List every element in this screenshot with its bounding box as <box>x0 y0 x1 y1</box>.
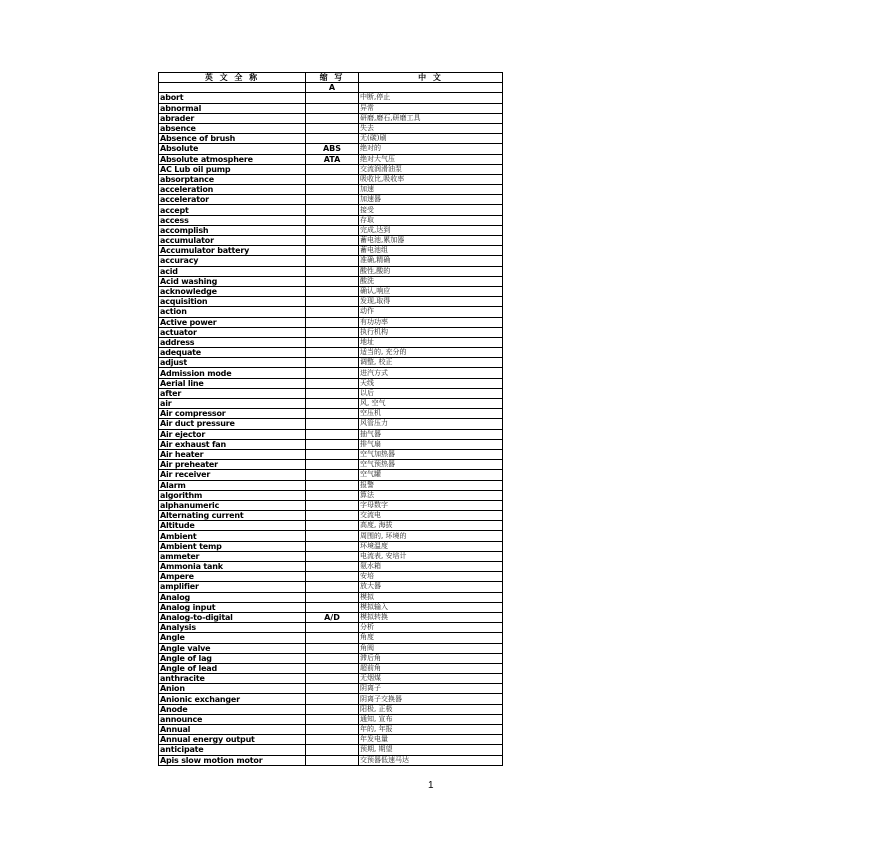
abbreviation <box>306 490 359 500</box>
table-row <box>159 113 503 123</box>
abbreviation <box>306 337 359 347</box>
chinese-term: 绝对大气压 <box>359 154 503 164</box>
table-row <box>159 643 503 653</box>
table-row <box>159 745 503 755</box>
english-term: abrader <box>159 113 306 123</box>
abbreviation <box>306 602 359 612</box>
english-term: Analog input <box>159 602 306 612</box>
chinese-term: 交流电 <box>359 511 503 521</box>
chinese-term: 接受 <box>359 205 503 215</box>
chinese-term: 模拟 <box>359 592 503 602</box>
english-term: Anionic exchanger <box>159 694 306 704</box>
table-row <box>159 694 503 704</box>
table-row <box>159 684 503 694</box>
abbreviation <box>306 704 359 714</box>
english-term: absorptance <box>159 174 306 184</box>
table-row <box>159 704 503 714</box>
english-term: Angle <box>159 633 306 643</box>
abbreviation <box>306 134 359 144</box>
table-row <box>159 134 503 144</box>
english-term: absence <box>159 123 306 133</box>
table-row <box>159 327 503 337</box>
abbreviation <box>306 694 359 704</box>
chinese-term: 周围的, 环境的 <box>359 531 503 541</box>
table-row <box>159 490 503 500</box>
english-term: actuator <box>159 327 306 337</box>
abbreviation <box>306 174 359 184</box>
table-row <box>159 511 503 521</box>
table-row <box>159 674 503 684</box>
table-row <box>159 521 503 531</box>
chinese-term: 适当的, 充分的 <box>359 348 503 358</box>
header-abbr: 缩 写 <box>306 73 359 83</box>
table-row <box>159 735 503 745</box>
abbreviation: A/D <box>306 612 359 622</box>
chinese-term: 高度, 海拔 <box>359 521 503 531</box>
glossary-table <box>158 72 503 766</box>
table-row <box>159 144 503 154</box>
table-row <box>159 429 503 439</box>
english-term: adequate <box>159 348 306 358</box>
english-term: Angle valve <box>159 643 306 653</box>
abbreviation <box>306 714 359 724</box>
english-term: abort <box>159 93 306 103</box>
abbreviation <box>306 592 359 602</box>
english-term: Ampere <box>159 572 306 582</box>
abbreviation <box>306 368 359 378</box>
abbreviation <box>306 215 359 225</box>
abbreviation <box>306 317 359 327</box>
table-row <box>159 103 503 113</box>
chinese-term: 角度 <box>359 633 503 643</box>
table-row <box>159 358 503 368</box>
english-term: Admission mode <box>159 368 306 378</box>
english-term: Absence of brush <box>159 134 306 144</box>
abbreviation <box>306 500 359 510</box>
table-row <box>159 317 503 327</box>
table-row <box>159 623 503 633</box>
chinese-term: 无(碳)刷 <box>359 134 503 144</box>
abbreviation <box>306 623 359 633</box>
chinese-term: 失去 <box>359 123 503 133</box>
chinese-term: 风, 空气 <box>359 399 503 409</box>
chinese-term: 发现,取得 <box>359 297 503 307</box>
chinese-term: 阴离子 <box>359 684 503 694</box>
table-row <box>159 225 503 235</box>
chinese-term: 电流表, 安培计 <box>359 551 503 561</box>
chinese-term: 加速器 <box>359 195 503 205</box>
english-term: Alarm <box>159 480 306 490</box>
chinese-term: 年发电量 <box>359 735 503 745</box>
chinese-term: 酸性,酸的 <box>359 266 503 276</box>
english-term: acid <box>159 266 306 276</box>
abbreviation <box>306 399 359 409</box>
chinese-term: 蓄电池,累加器 <box>359 236 503 246</box>
table-row <box>159 348 503 358</box>
chinese-term: 中断,停止 <box>359 93 503 103</box>
abbreviation <box>306 205 359 215</box>
english-term: accelerator <box>159 195 306 205</box>
chinese-term: 存取 <box>359 215 503 225</box>
abbreviation <box>306 388 359 398</box>
abbreviation <box>306 409 359 419</box>
chinese-term: 通知, 宣布 <box>359 714 503 724</box>
chinese-term: 阳极, 正极 <box>359 704 503 714</box>
chinese-term: 准确,精确 <box>359 256 503 266</box>
abbreviation <box>306 429 359 439</box>
chinese-term: 蓄电池组 <box>359 246 503 256</box>
abbreviation <box>306 653 359 663</box>
abbreviation <box>306 470 359 480</box>
chinese-term: 阴离子交换器 <box>359 694 503 704</box>
abbreviation <box>306 358 359 368</box>
english-term: action <box>159 307 306 317</box>
table-row <box>159 582 503 592</box>
english-term: amplifier <box>159 582 306 592</box>
abbreviation <box>306 521 359 531</box>
abbreviation: ABS <box>306 144 359 154</box>
english-term: Accumulator battery <box>159 246 306 256</box>
chinese-term: 确认,响应 <box>359 286 503 296</box>
abbreviation <box>306 531 359 541</box>
chinese-term: 风管压力 <box>359 419 503 429</box>
english-term: after <box>159 388 306 398</box>
abbreviation <box>306 266 359 276</box>
english-term: ammeter <box>159 551 306 561</box>
abbreviation <box>306 460 359 470</box>
abbreviation <box>306 164 359 174</box>
table-row <box>159 480 503 490</box>
table-row <box>159 755 503 765</box>
english-term: acknowledge <box>159 286 306 296</box>
chinese-term: 角阀 <box>359 643 503 653</box>
english-term: Ambient <box>159 531 306 541</box>
table-row <box>159 368 503 378</box>
table-row <box>159 449 503 459</box>
abbreviation <box>306 674 359 684</box>
abbreviation <box>306 562 359 572</box>
chinese-term: 吸收比,吸收率 <box>359 174 503 184</box>
table-row <box>159 93 503 103</box>
english-term: Anion <box>159 684 306 694</box>
chinese-term: 酸洗 <box>359 276 503 286</box>
english-term: Angle of lead <box>159 663 306 673</box>
english-term: announce <box>159 714 306 724</box>
english-term: access <box>159 215 306 225</box>
abbreviation <box>306 551 359 561</box>
table-row <box>159 297 503 307</box>
abbreviation <box>306 745 359 755</box>
english-term: alphanumeric <box>159 500 306 510</box>
table-row <box>159 154 503 164</box>
table-row <box>159 256 503 266</box>
table-row <box>159 236 503 246</box>
english-term: adjust <box>159 358 306 368</box>
chinese-term: 氨水箱 <box>359 562 503 572</box>
abbreviation <box>306 123 359 133</box>
chinese-term: 年的, 年报 <box>359 725 503 735</box>
table-row <box>159 500 503 510</box>
english-term: Anode <box>159 704 306 714</box>
english-term: accuracy <box>159 256 306 266</box>
abbreviation <box>306 541 359 551</box>
abbreviation <box>306 449 359 459</box>
abbreviation <box>306 663 359 673</box>
english-term: Ambient temp <box>159 541 306 551</box>
chinese-term: 进汽方式 <box>359 368 503 378</box>
table-row <box>159 286 503 296</box>
table-row <box>159 174 503 184</box>
abbreviation <box>306 725 359 735</box>
chinese-term: 交流润滑油泵 <box>359 164 503 174</box>
table-row <box>159 551 503 561</box>
english-term: algorithm <box>159 490 306 500</box>
table-row <box>159 185 503 195</box>
abbreviation <box>306 633 359 643</box>
english-term: Angle of lag <box>159 653 306 663</box>
page-number: 1 <box>428 780 434 791</box>
abbreviation <box>306 684 359 694</box>
english-term: anticipate <box>159 745 306 755</box>
abbreviation <box>306 286 359 296</box>
table-row <box>159 531 503 541</box>
abbreviation <box>306 755 359 765</box>
chinese-term: 调整, 校正 <box>359 358 503 368</box>
abbreviation <box>306 307 359 317</box>
abbreviation <box>306 225 359 235</box>
chinese-term: 模拟转换 <box>359 612 503 622</box>
chinese-term: 空气加热器 <box>359 449 503 459</box>
abbreviation <box>306 572 359 582</box>
chinese-term: 分析 <box>359 623 503 633</box>
abbreviation <box>306 643 359 653</box>
abbreviation <box>306 236 359 246</box>
english-term: accept <box>159 205 306 215</box>
english-term: Air heater <box>159 449 306 459</box>
english-term: address <box>159 337 306 347</box>
table-row <box>159 215 503 225</box>
english-term: Air duct pressure <box>159 419 306 429</box>
chinese-term: 字母数字 <box>359 500 503 510</box>
abbreviation <box>306 113 359 123</box>
chinese-term: 加速 <box>359 185 503 195</box>
table-row <box>159 572 503 582</box>
abbreviation <box>306 735 359 745</box>
abbreviation <box>306 297 359 307</box>
abbreviation <box>306 195 359 205</box>
chinese-term: 完成,达到 <box>359 225 503 235</box>
chinese-term: 绝对的 <box>359 144 503 154</box>
table-row <box>159 388 503 398</box>
table-row <box>159 541 503 551</box>
english-term: Ammonia tank <box>159 562 306 572</box>
english-term: Air exhaust fan <box>159 439 306 449</box>
table-row <box>159 276 503 286</box>
chinese-term: 有功功率 <box>359 317 503 327</box>
abbreviation: ATA <box>306 154 359 164</box>
abbreviation <box>306 276 359 286</box>
table-row <box>159 592 503 602</box>
section-letter-row <box>159 83 503 93</box>
table-row <box>159 439 503 449</box>
table-row <box>159 205 503 215</box>
abbreviation <box>306 511 359 521</box>
chinese-term: 执行机构 <box>359 327 503 337</box>
chinese-term: 安培 <box>359 572 503 582</box>
table-row <box>159 612 503 622</box>
english-term: abnormal <box>159 103 306 113</box>
chinese-term: 放大器 <box>359 582 503 592</box>
table-row <box>159 419 503 429</box>
table-row <box>159 246 503 256</box>
table-row <box>159 653 503 663</box>
abbreviation <box>306 439 359 449</box>
table-row <box>159 195 503 205</box>
chinese-term: 以后 <box>359 388 503 398</box>
english-term: Analog <box>159 592 306 602</box>
english-term: Altitude <box>159 521 306 531</box>
english-term: Annual <box>159 725 306 735</box>
table-row <box>159 337 503 347</box>
header-english: 英 文 全 称 <box>159 73 306 83</box>
chinese-term: 预期, 期望 <box>359 745 503 755</box>
english-term: Active power <box>159 317 306 327</box>
abbreviation <box>306 93 359 103</box>
english-term: Apis slow motion motor <box>159 755 306 765</box>
english-term: Annual energy output <box>159 735 306 745</box>
chinese-term: 空气预热器 <box>359 460 503 470</box>
table-row <box>159 633 503 643</box>
abbreviation <box>306 378 359 388</box>
chinese-term: 排气扇 <box>359 439 503 449</box>
chinese-term: 动作 <box>359 307 503 317</box>
chinese-term: 天线 <box>359 378 503 388</box>
english-term: accomplish <box>159 225 306 235</box>
chinese-term: 空压机 <box>359 409 503 419</box>
table-row <box>159 378 503 388</box>
table-row <box>159 714 503 724</box>
abbreviation <box>306 185 359 195</box>
english-term: Air receiver <box>159 470 306 480</box>
table-row <box>159 123 503 133</box>
english-term: accumulator <box>159 236 306 246</box>
abbreviation <box>306 348 359 358</box>
table-row <box>159 307 503 317</box>
english-term: Air ejector <box>159 429 306 439</box>
english-term: Air compressor <box>159 409 306 419</box>
english-term: Absolute atmosphere <box>159 154 306 164</box>
table-row <box>159 470 503 480</box>
abbreviation <box>306 327 359 337</box>
english-term: Acid washing <box>159 276 306 286</box>
english-term: AC Lub oil pump <box>159 164 306 174</box>
abbreviation <box>306 582 359 592</box>
english-term: acquisition <box>159 297 306 307</box>
table-row <box>159 562 503 572</box>
chinese-term: 滞后角 <box>359 653 503 663</box>
english-term: Analog-to-digital <box>159 612 306 622</box>
english-term: Absolute <box>159 144 306 154</box>
header-chinese: 中 文 <box>359 73 503 83</box>
english-term: air <box>159 399 306 409</box>
chinese-term: 抽气器 <box>359 429 503 439</box>
abbreviation <box>306 480 359 490</box>
table-row <box>159 725 503 735</box>
english-term: Analysis <box>159 623 306 633</box>
table-row <box>159 266 503 276</box>
chinese-term: 空气罐 <box>359 470 503 480</box>
english-term: acceleration <box>159 185 306 195</box>
table-row <box>159 409 503 419</box>
header-row <box>159 73 503 83</box>
table-row <box>159 602 503 612</box>
table-row <box>159 164 503 174</box>
english-term: Alternating current <box>159 511 306 521</box>
table-row <box>159 460 503 470</box>
chinese-term: 环境温度 <box>359 541 503 551</box>
english-term: Aerial line <box>159 378 306 388</box>
chinese-term: 无烟煤 <box>359 674 503 684</box>
abbreviation <box>306 419 359 429</box>
table-row <box>159 663 503 673</box>
abbreviation <box>306 103 359 113</box>
section-letter: A <box>306 83 359 93</box>
abbreviation <box>306 256 359 266</box>
table-row <box>159 399 503 409</box>
chinese-term: 模拟输入 <box>359 602 503 612</box>
chinese-term: 超前角 <box>359 663 503 673</box>
english-term: Air preheater <box>159 460 306 470</box>
chinese-term: 研磨,磨石,研磨工具 <box>359 113 503 123</box>
chinese-term: 算法 <box>359 490 503 500</box>
abbreviation <box>306 246 359 256</box>
chinese-term: 报警 <box>359 480 503 490</box>
chinese-term: 异常 <box>359 103 503 113</box>
english-term: anthracite <box>159 674 306 684</box>
chinese-term: 地址 <box>359 337 503 347</box>
chinese-term: 交预器低速马达 <box>359 755 503 765</box>
